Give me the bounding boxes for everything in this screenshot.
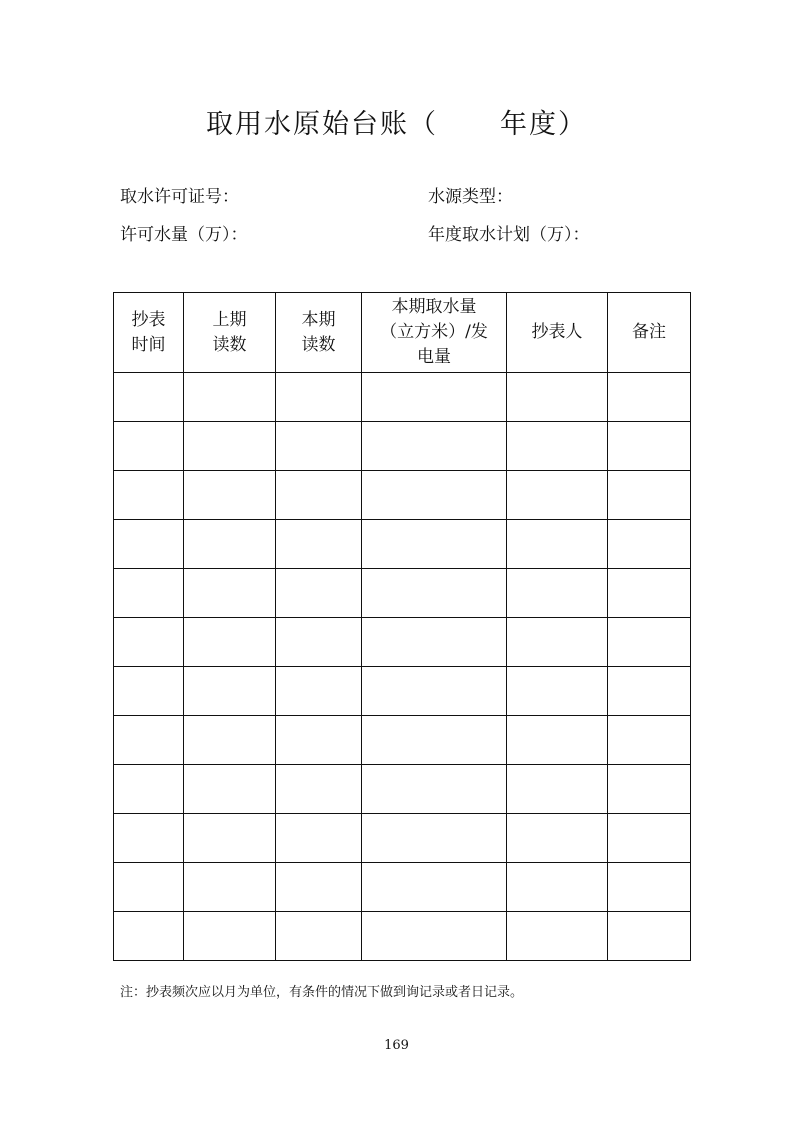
table-row <box>114 422 691 471</box>
table-cell[interactable] <box>276 520 362 569</box>
table-row <box>114 765 691 814</box>
table-cell[interactable] <box>608 814 691 863</box>
table-cell[interactable] <box>276 912 362 961</box>
table-cell[interactable] <box>276 471 362 520</box>
table-cell[interactable] <box>114 863 184 912</box>
title-tail: 年度） <box>500 109 587 140</box>
header-line: 备注 <box>632 322 666 342</box>
table-cell[interactable] <box>362 912 507 961</box>
table-cell[interactable] <box>114 765 184 814</box>
table-cell[interactable] <box>276 667 362 716</box>
table-cell[interactable] <box>608 912 691 961</box>
table-cell[interactable] <box>507 912 608 961</box>
table-cell[interactable] <box>362 667 507 716</box>
table-cell[interactable] <box>276 618 362 667</box>
water-ledger-table <box>113 292 691 961</box>
header-remarks <box>608 293 691 373</box>
table-row <box>114 912 691 961</box>
table-cell[interactable] <box>276 814 362 863</box>
header-line: 上期 <box>212 309 247 330</box>
page-title <box>0 102 793 141</box>
header-line: 电量 <box>417 347 451 367</box>
table-cell[interactable] <box>608 667 691 716</box>
table-cell[interactable] <box>114 716 184 765</box>
table-row <box>114 471 691 520</box>
annual-plan-label: 年度取水计划（万）： <box>428 225 590 245</box>
table-cell[interactable] <box>608 765 691 814</box>
table-row <box>114 569 691 618</box>
table-cell[interactable] <box>184 814 276 863</box>
table-cell[interactable] <box>184 863 276 912</box>
header-line: 读数 <box>212 334 247 355</box>
ledger-body <box>114 373 691 961</box>
table-cell[interactable] <box>608 618 691 667</box>
header-line: （立方米）/发 <box>380 322 488 342</box>
table-cell[interactable] <box>276 863 362 912</box>
table-cell[interactable] <box>362 373 507 422</box>
table-cell[interactable] <box>114 422 184 471</box>
table-cell[interactable] <box>362 618 507 667</box>
table-cell[interactable] <box>114 814 184 863</box>
table-cell[interactable] <box>184 716 276 765</box>
table-cell[interactable] <box>608 716 691 765</box>
table-cell[interactable] <box>184 373 276 422</box>
water-source-type-label: 水源类型： <box>428 187 513 207</box>
table-cell[interactable] <box>507 814 608 863</box>
table-row <box>114 814 691 863</box>
table-row <box>114 520 691 569</box>
table-cell[interactable] <box>362 569 507 618</box>
table-cell[interactable] <box>184 569 276 618</box>
table-cell[interactable] <box>507 667 608 716</box>
table-cell[interactable] <box>362 863 507 912</box>
table-cell[interactable] <box>362 765 507 814</box>
table-cell[interactable] <box>507 863 608 912</box>
table-cell[interactable] <box>507 471 608 520</box>
table-cell[interactable] <box>507 765 608 814</box>
table-cell[interactable] <box>507 618 608 667</box>
table-cell[interactable] <box>184 618 276 667</box>
table-cell[interactable] <box>608 373 691 422</box>
table-cell[interactable] <box>362 520 507 569</box>
table-cell[interactable] <box>184 667 276 716</box>
table-cell[interactable] <box>276 569 362 618</box>
header-line: 本期取水量 <box>391 297 477 317</box>
header-current-reading <box>276 293 362 373</box>
footnote: 注：抄表频次应以月为单位，有条件的情况下做到询记录或者日记录。 <box>120 985 524 1000</box>
table-row <box>114 863 691 912</box>
table-row <box>114 618 691 667</box>
table-cell[interactable] <box>507 716 608 765</box>
header-line: 时间 <box>131 334 166 355</box>
table-cell[interactable] <box>507 569 608 618</box>
table-cell[interactable] <box>608 569 691 618</box>
table-cell[interactable] <box>184 471 276 520</box>
table-cell[interactable] <box>184 912 276 961</box>
header-line: 读数 <box>301 334 336 355</box>
permitted-volume-label: 许可水量（万）： <box>120 225 248 245</box>
table-cell[interactable] <box>184 520 276 569</box>
table-cell[interactable] <box>608 422 691 471</box>
table-cell[interactable] <box>114 618 184 667</box>
header-line: 抄表 <box>131 309 166 330</box>
table-cell[interactable] <box>362 422 507 471</box>
title-main: 取用水原始台账（ <box>206 109 438 140</box>
table-cell[interactable] <box>276 373 362 422</box>
table-row <box>114 667 691 716</box>
table-cell[interactable] <box>114 471 184 520</box>
page-number: 169 <box>384 1038 409 1053</box>
table-cell[interactable] <box>608 863 691 912</box>
header-current-volume <box>362 293 507 373</box>
table-cell[interactable] <box>114 520 184 569</box>
table-cell[interactable] <box>507 373 608 422</box>
table-cell[interactable] <box>608 520 691 569</box>
header-previous-reading <box>184 293 276 373</box>
table-cell[interactable] <box>184 765 276 814</box>
table-cell[interactable] <box>276 765 362 814</box>
table-cell[interactable] <box>184 422 276 471</box>
table-cell[interactable] <box>114 373 184 422</box>
header-line: 抄表人 <box>531 322 583 342</box>
header-reading-time <box>114 293 184 373</box>
table-cell[interactable] <box>362 716 507 765</box>
table-cell[interactable] <box>276 716 362 765</box>
table-cell[interactable] <box>507 422 608 471</box>
table-row <box>114 373 691 422</box>
table-cell[interactable] <box>114 667 184 716</box>
header-line: 本期 <box>301 309 336 330</box>
table-cell[interactable] <box>608 471 691 520</box>
permit-number-label: 取水许可证号： <box>120 187 239 207</box>
table-row <box>114 716 691 765</box>
table-cell[interactable] <box>114 569 184 618</box>
header-row <box>114 293 691 373</box>
table-cell[interactable] <box>276 422 362 471</box>
table-cell[interactable] <box>507 520 608 569</box>
table-cell[interactable] <box>114 912 184 961</box>
header-reader <box>507 293 608 373</box>
table-cell[interactable] <box>362 814 507 863</box>
table-cell[interactable] <box>362 471 507 520</box>
